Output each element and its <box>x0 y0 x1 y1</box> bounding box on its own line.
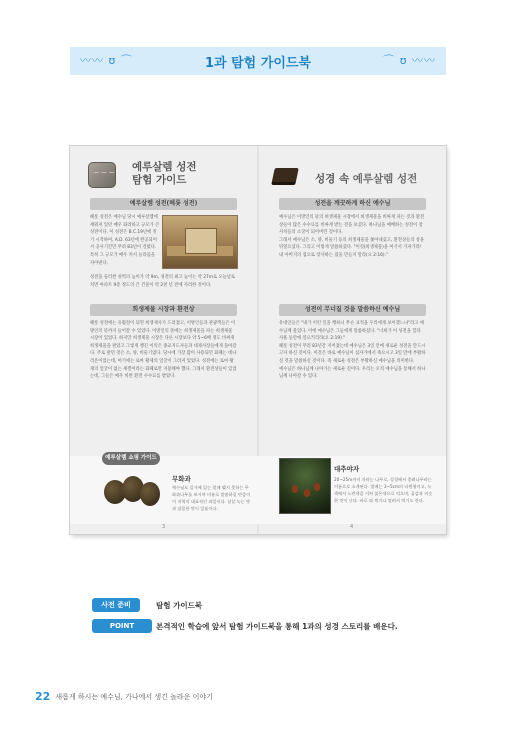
left-title-line2: 탐험 가이드 <box>132 174 187 186</box>
section-body <box>279 214 426 260</box>
fig-fruit-photo <box>104 474 162 512</box>
item-title: 대추야자 <box>334 465 360 473</box>
prep-label: 사전 준비 <box>92 598 140 612</box>
section-text: 유대인들은 "네가 이런 일을 행하니 무슨 표적을 우리에게 보이겠느냐"라고 예수님께 물었다. 이에 예수님은 그들에게 말씀하셨다. "너희가 이 성전을 헐라 사흘 동안에 일으키리라(요 2:19)." <box>279 321 424 342</box>
stone-text: ~~~ <box>93 168 117 177</box>
point-row <box>92 619 422 633</box>
section-body <box>279 320 426 381</box>
section-text: 그래서 예수님은 소, 양, 비둘기 등의 희생제물을 쫓아내셨고, 환전상들의 상을 뒤엎으셨다. 그리고 이렇게 말씀하셨다. "이것(희생제물)을 여기서 가져가라! 내 아버지의 집으로 장사하는 집을 만들지 말라(요 2:16)." <box>279 237 425 258</box>
item-title: 무화과 <box>172 475 191 483</box>
shopping-guide-tag: 예루살렘 쇼핑 가이드 <box>102 452 160 465</box>
fig-fruit <box>140 482 160 506</box>
bible-book-icon <box>271 168 299 185</box>
left-page-title <box>132 161 197 187</box>
item-body: 예수님도 길가에 있는 열매 맺지 못하는 무화과나무를 보시며 비유로 말씀하실 만큼이 이 지역의 대표적인 과일이다. 살살 녹는 맛과 달콤한 맛이 일품이다. <box>172 485 251 511</box>
section-text: 헤롯 성전에는 유월절이 되면 희생제사가 드려졌고, 이방인들과 관광객들은 이방인의 뜰까지 들어갈 수 있었다. 이방인의 뜰에는 희생제물을 파는 희생제물 시장이 있었다. 하지만 희생제물 시장은 다른 시장보다 약 5~6배 정도 비싸게 희생제물을 팔았고 그렇게 챙긴 이익은 종교지도자들과 대제사장들에게 돌아갔다. 주로 팔던 것은 소, 양, 비둘기였다. 당시에 가장 많이 사용되던 화폐는 데나리온이었는데, 여기에는 로마 황제의 얼굴이 그려져 있었다. 성전에는 로마 황제의 얼굴이 없는 세겔이라는 화폐로만 지불해야 했다. 그래서 환전상들이 있었는데, 그들은 매우 비싼 환전 수수료를 받았다. <box>90 321 237 380</box>
left-title-line1: 예루살렘 성전 <box>132 161 197 173</box>
section-body <box>90 320 237 381</box>
right-title-plain: 성경 속 <box>315 173 353 185</box>
section-body <box>90 214 160 267</box>
section-text: 헤롯 성전이 무려 83년간 지어졌는데 예수님은 3일 안에 새로운 성전을 만드시고자 하신 것이다. 이것은 바로 예수님이 십자가에서 죽으시고 3일 만에 부활하실 것을 말씀하신 것이다. 즉 새로운 성전은 부활하신 예수님을 의미한다. <box>279 343 426 364</box>
wave-deco-icon: 〰〰 ʊ ⌒ <box>80 54 133 67</box>
prep-row <box>92 598 422 612</box>
section-header: 희생제물 시장과 환전상 <box>90 304 237 316</box>
right-title-highlight: 예루살렘 성전 <box>352 173 418 185</box>
date-cluster <box>292 485 298 493</box>
stone-tablet-icon <box>88 162 116 188</box>
section-header: 성전을 깨끗하게 하신 예수님 <box>279 198 426 210</box>
left-page-number: 3 <box>162 524 166 530</box>
right-page-number: 4 <box>350 524 354 530</box>
section-text: 헤롯 성전은 예수님 당시 예루살렘에 세워져 있던 매우 화려하고 규모가 큰 성전이다. 이 성전은 B.C.19년에 짓기 시작하여, A.D. 63년에 완공되어서 공사기간만 무려 83년이 걸렸다. 특히 그 규모가 매우 커서 놀라움을 자아낸다. <box>90 215 160 266</box>
wave-deco-icon: ⌒ ʊ 〰〰 <box>383 54 436 67</box>
footer-text: 새롭게 하시는 예수님, 가나에서 생긴 놀라운 이야기 <box>55 693 213 701</box>
date-palm-photo <box>279 458 331 514</box>
date-cluster <box>314 483 320 491</box>
page-title: 1과 탐험 가이드북 <box>204 56 311 71</box>
date-cluster <box>304 489 310 497</box>
point-label: POINT <box>92 619 152 633</box>
section-text: 예수님은 이방인의 뜰의 희생제물 시장에서 희생제물을 비싸게 파는 것과 환전상들이 많은 수수료를 비싸게 받는 것을 보셨다. 하나님을 예배하는 성전이 장사치들의 소굴이 되어버린 것이다. <box>279 215 425 236</box>
section-body <box>90 274 237 289</box>
right-page-header <box>259 152 446 196</box>
point-text: 본격적인 학습에 앞서 탐험 가이드북을 통해 1과의 성경 스토리를 배운다. <box>156 622 398 631</box>
footer-page-number: 22 <box>35 690 51 703</box>
right-page-title <box>315 171 417 186</box>
section-text: 예수님은 하나님께 나아가는 새로운 길이다. 우리는 오직 예수님을 통해서 하나님께 나아갈 수 있다. <box>279 366 426 380</box>
section-header: 성전이 무너질 것을 말씀하신 예수님 <box>279 304 426 316</box>
lesson-banner <box>70 47 446 75</box>
guidebook-spread <box>70 146 446 534</box>
temple-building <box>185 228 217 254</box>
left-page-header <box>70 152 257 196</box>
temple-model-photo <box>162 215 238 269</box>
section-header: 예루살렘 성전(헤롯 성전) <box>90 198 237 210</box>
section-text: 성전을 둘러싼 성벽의 높이가 약 9m, 성전의 최고 높이는 약 27m로 오늘날로 치면 아파트 9층 정도의 큰 건물이 약 2천 년 전에 자리한 것이다. <box>90 275 236 288</box>
prep-text: 탐험 가이드북 <box>156 601 203 610</box>
page-footer <box>35 690 213 703</box>
item-body: 20~25m까지 자라는 나무로, 성경에서 종려나무라는 이름으로 소개된다. 열매는 3~5cm의 타원형이고, 녹색에서 노란색을 거쳐 붉은색으로 익으며, 곶감과 비슷한 맛이 난다. 바로 따 먹거나 말려서 먹기도 한다. <box>334 477 433 503</box>
